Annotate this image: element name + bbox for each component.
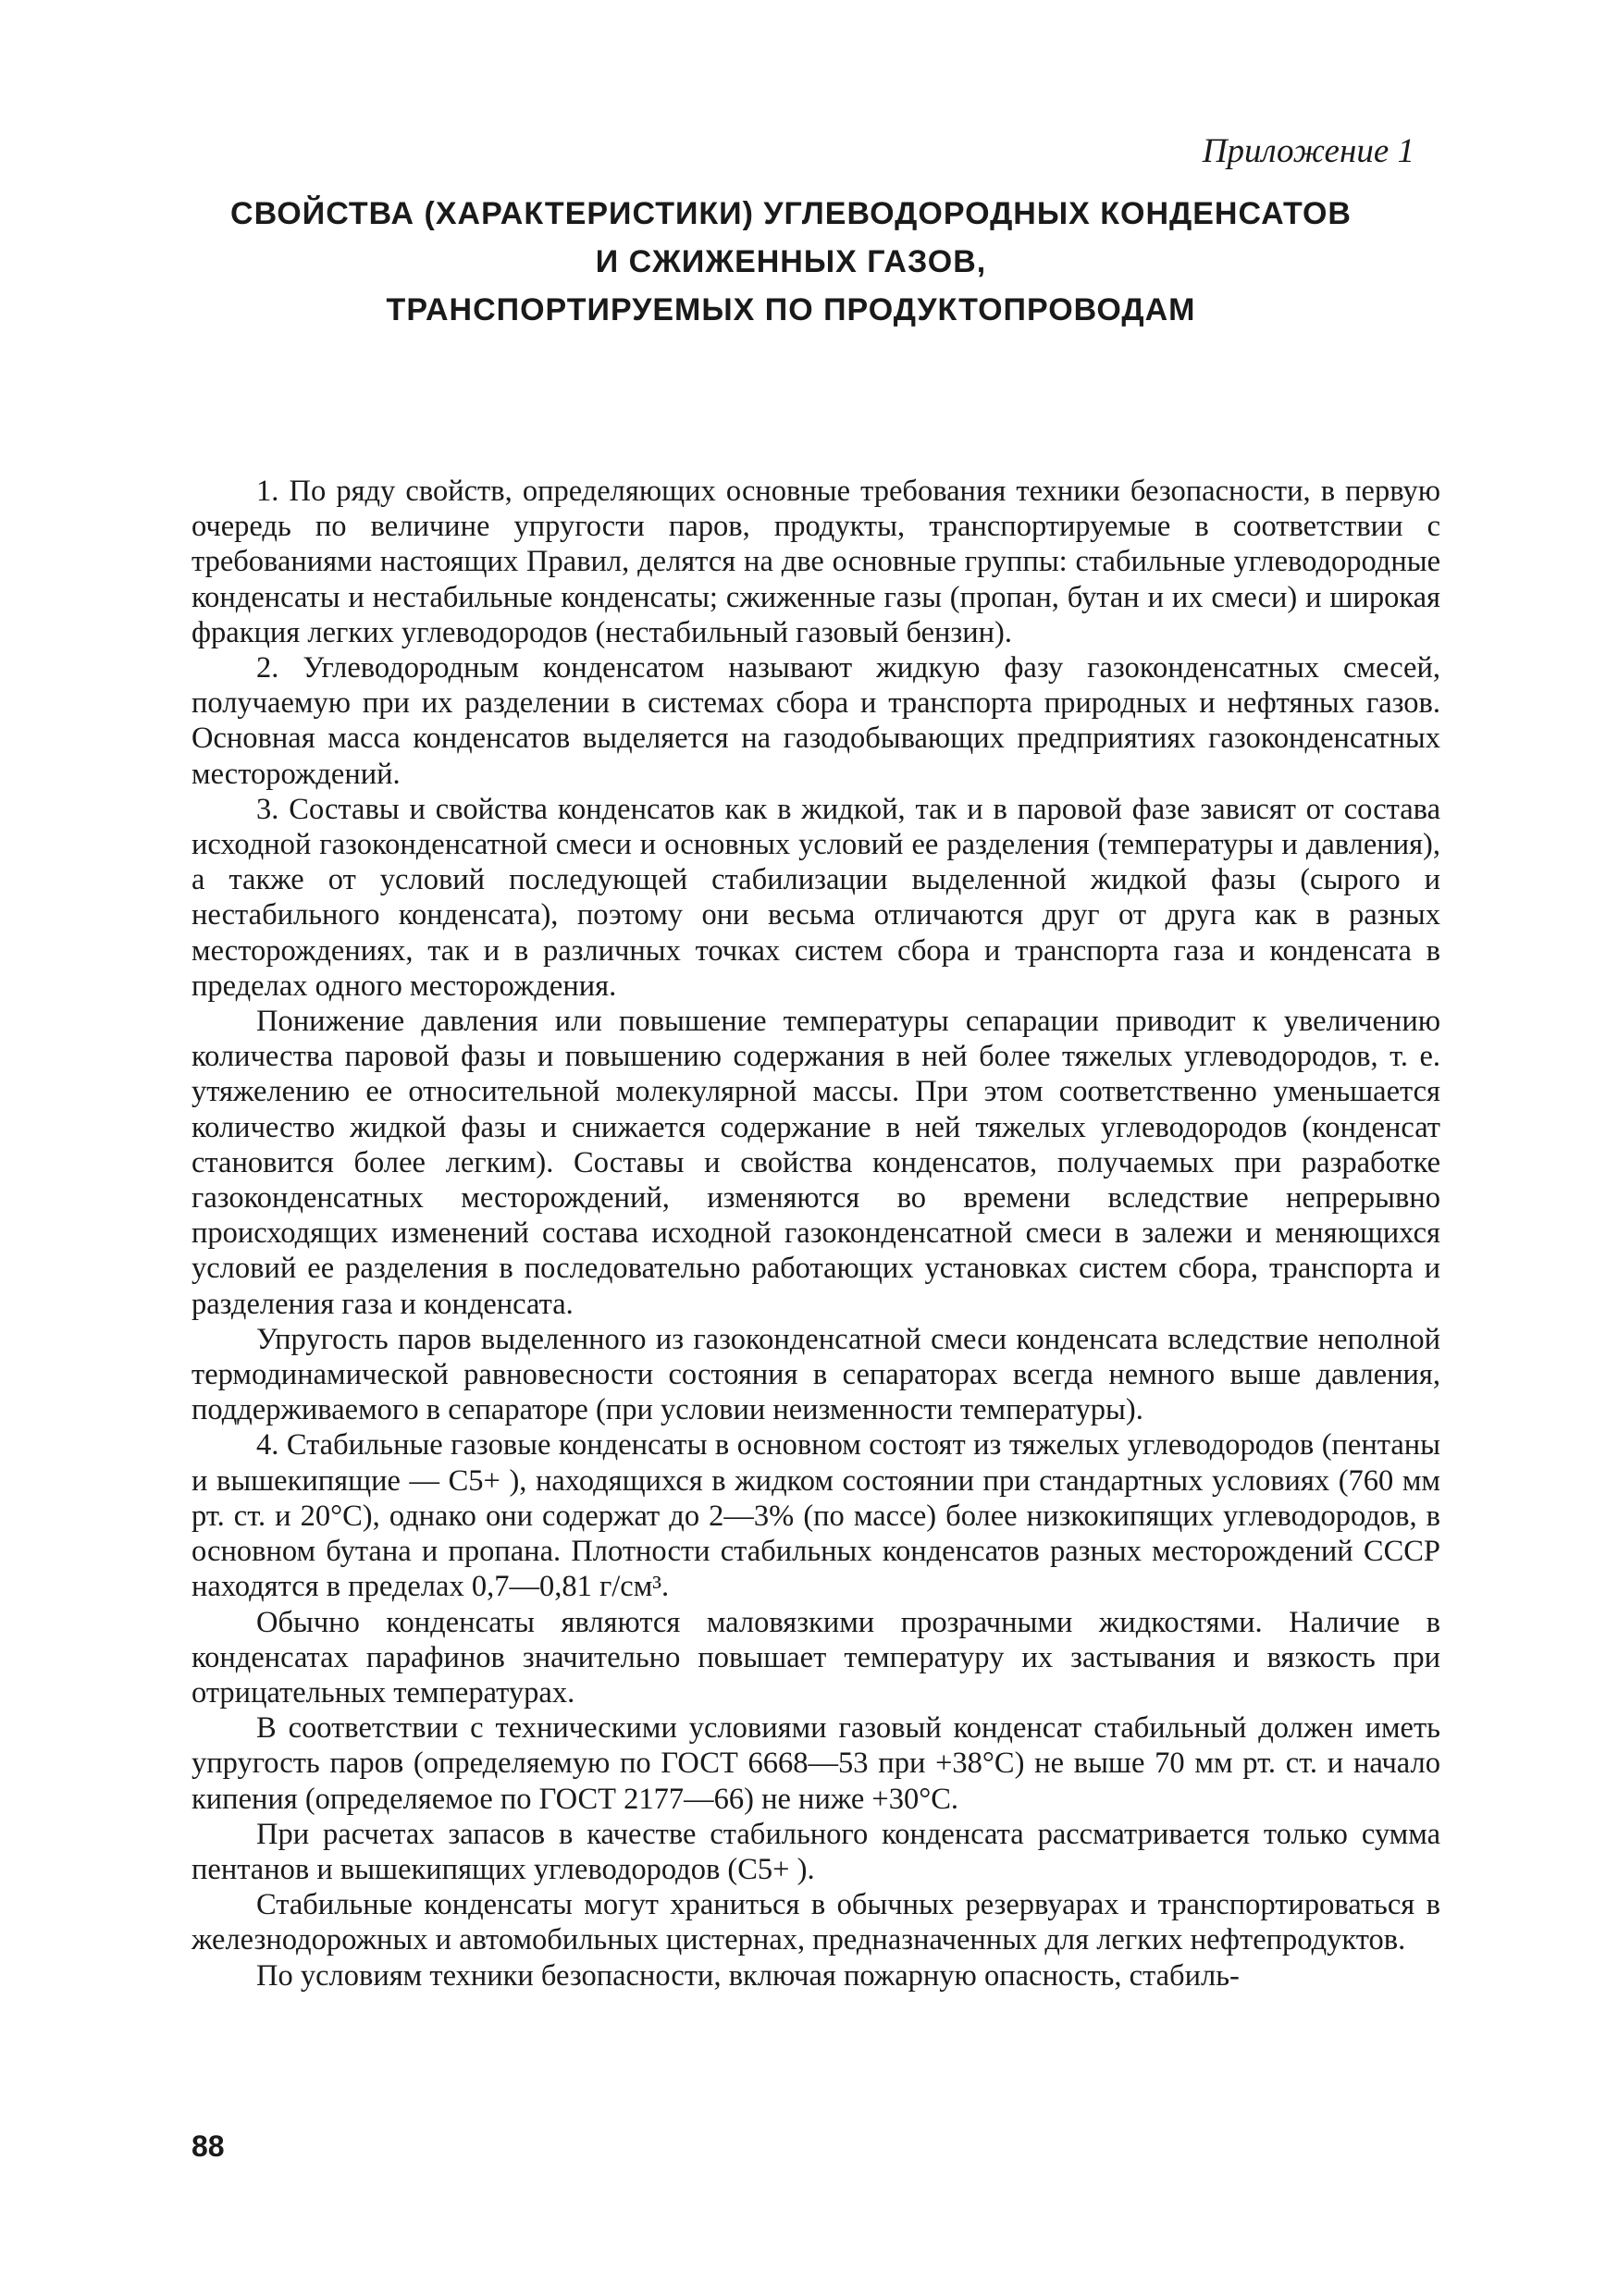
paragraph-1: 1. По ряду свойств, определяющих основные требования техники безопасности, в первую очередь по величине упругости паров, продукты, транспортируемые в соответствии с требованиями настоящих Правил, делятся на две основные группы: стабильные углеводородные конденсаты и нестабильные конденсаты; сжиженные газы (пропан, бутан и их смеси) и широкая фракция легких углеводородов (нестабильный газовый бензин). xyxy=(191,475,1440,649)
paragraph-10: Стабильные конденсаты могут храниться в обычных резервуарах и транспортироваться в железнодорожных и автомобильных цистернах, предназначенных для легких нефтепродуктов. xyxy=(191,1888,1440,1957)
title-line-1: СВОЙСТВА (ХАРАКТЕРИСТИКИ) УГЛЕВОДОРОДНЫХ КОНДЕНСАТОВ xyxy=(230,196,1352,231)
paragraph-8: В соответствии с техническими условиями газовый конденсат стабильный должен иметь упругость паров (определяемую по ГОСТ 6668—53 при +38°C) не выше 70 мм рт. ст. и начало кипения (определяемое по ГОСТ 2177—66) не ниже +30°C. xyxy=(191,1711,1440,1816)
appendix-label: Приложение 1 xyxy=(1202,132,1414,170)
paragraph-9: При расчетах запасов в качестве стабильного конденсата рассматривается только сумма пентанов и вышекипящих углеводородов (C5+ ). xyxy=(191,1817,1440,1886)
paragraph-5: Упругость паров выделенного из газоконденсатной смеси конденсата вследствие неполной термодинамической равновесности состояния в сепараторах всегда немного выше давления, поддерживаемого в сепараторе (при условии неизменности температуры). xyxy=(191,1322,1440,1427)
page-number: 88 xyxy=(191,2129,225,2163)
title-line-2: И СЖИЖЕННЫХ ГАЗОВ, xyxy=(595,244,987,279)
paragraph-6: 4. Стабильные газовые конденсаты в основном состоят из тяжелых углеводородов (пентаны и вышекипящие — C5+ ), находящихся в жидком состоянии при стандартных условиях (760 мм рт. ст. и 20°C), однако они содержат до 2—3% (по массе) более низкокипящих углеводородов, в основном бутана и пропана. Плотности стабильных конденсатов разных месторождений СССР находятся в пределах 0,7—0,81 г/см³. xyxy=(191,1428,1440,1604)
paragraph-3: 3. Составы и свойства конденсатов как в жидкой, так и в паровой фазе зависят от состава исходной газоконденсатной смеси и основных условий ее разделения (температуры и давления), а также от условий последующей стабилизации выделенной жидкой фазы (сырого и нестабильного конденсата), поэтому они весьма отличаются друг от друга как в разных месторождениях, так и в различных точках систем сбора и транспорта газа и конденсата в пределах одного месторождения. xyxy=(191,792,1440,1003)
paragraph-4: Понижение давления или повышение температуры сепарации приводит к увеличению количества паровой фазы и повышению содержания в ней более тяжелых углеводородов, т. е. утяжелению ее относительной молекулярной массы. При этом соответственно уменьшается количество жидкой фазы и снижается содержание в ней тяжелых углеводородов (конденсат становится более легким). Составы и свойства конденсатов, получаемых при разработке газоконденсатных месторождений, изменяются во времени вследствие непрерывно происходящих изменений состава исходной газоконденсатной смеси в залежи и меняющихся условий ее разделения в последовательно работающих установках систем сбора, транспорта и разделения газа и конденсата. xyxy=(191,1005,1440,1321)
paragraph-7: Обычно конденсаты являются маловязкими прозрачными жидкостями. Наличие в конденсатах парафинов значительно повышает температуру их застывания и вязкость при отрицательных температурах. xyxy=(191,1605,1440,1710)
title-line-3: ТРАНСПОРТИРУЕМЫХ ПО ПРОДУКТОПРОВОДАМ xyxy=(386,292,1196,327)
paragraph-11: По условиям техники безопасности, включая пожарную опасность, стабиль- xyxy=(256,1958,1240,1993)
body-text xyxy=(191,474,1440,1994)
paragraph-2: 2. Углеводородным конденсатом называют жидкую фазу газоконденсатных смесей, получаемую при их разделении в системах сбора и транспорта природных и нефтяных газов. Основная масса конденсатов выделяется на газодобывающих предприятиях газоконденсатных месторождений. xyxy=(191,651,1440,791)
page-title xyxy=(139,190,1443,334)
